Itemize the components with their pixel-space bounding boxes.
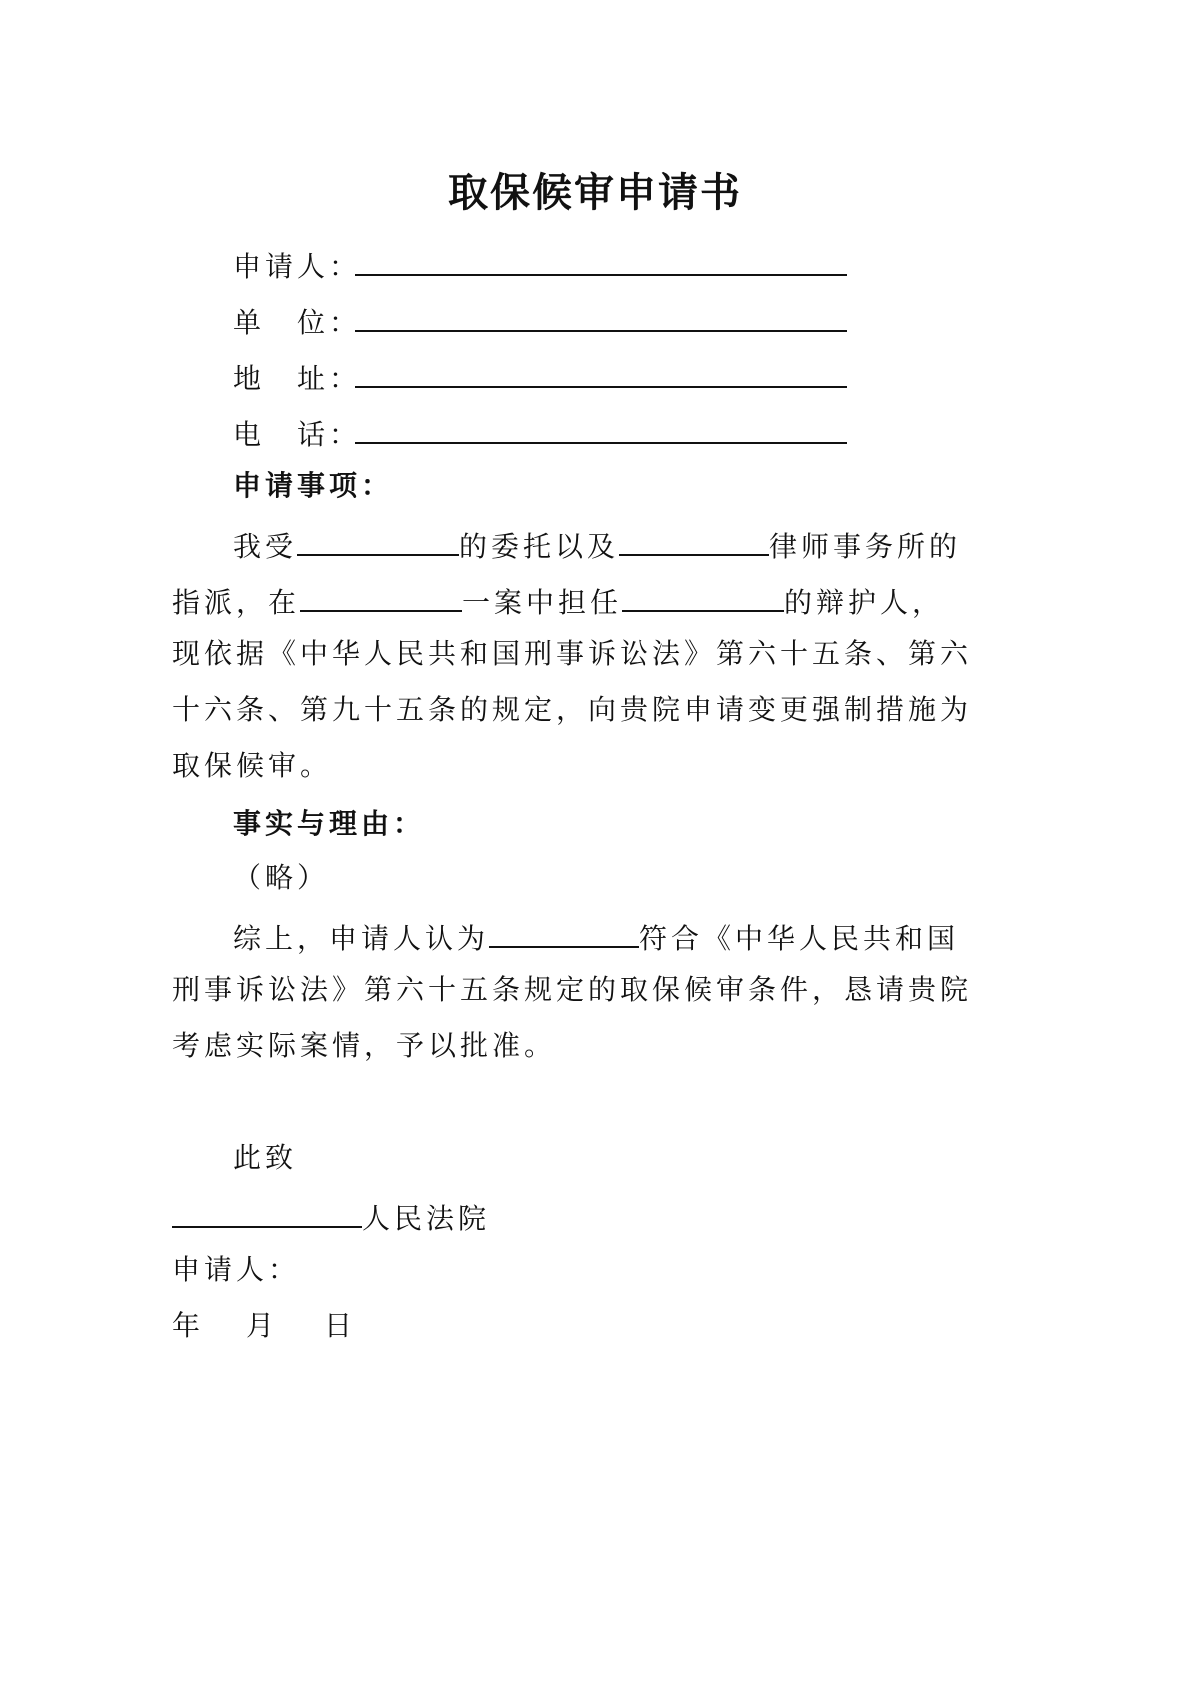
phone-label: 电 话： [233, 418, 362, 451]
request-line-4: 十六条、第九十五条的规定，向贵院申请变更强制措施为 [172, 693, 973, 726]
request-text: 我受 [233, 530, 298, 563]
request-text: 一案中担任 [462, 586, 623, 619]
signature-label: 申请人： [172, 1253, 301, 1286]
salutation: 此致 [233, 1141, 298, 1174]
conclusion-line-1 [233, 916, 959, 957]
phone-blank[interactable] [355, 412, 847, 444]
phone-row [233, 412, 847, 453]
facts-omitted: （略） [233, 861, 330, 894]
applicant-label: 申请人： [233, 250, 362, 283]
client-blank[interactable] [297, 524, 459, 556]
request-text: 的辩护人， [784, 586, 945, 619]
conclusion-line-2: 刑事诉讼法》第六十五条规定的取保候审条件，恳请贵院 [172, 973, 973, 1006]
address-blank[interactable] [355, 356, 847, 388]
request-line-3: 现依据《中华人民共和国刑事诉讼法》第六十五条、第六 [172, 637, 973, 670]
date-year: 年 [172, 1309, 205, 1342]
request-text: 指派，在 [172, 586, 301, 619]
request-line-2 [172, 580, 944, 621]
date-month: 月 [246, 1309, 279, 1342]
address-row [233, 356, 847, 397]
suspect-blank[interactable] [489, 916, 639, 948]
conclusion-text: 符合《中华人民共和国 [639, 922, 960, 955]
court-row [172, 1196, 490, 1237]
request-line-1 [233, 524, 961, 565]
applicant-blank[interactable] [355, 244, 847, 276]
date-row [172, 1308, 356, 1344]
address-label: 地 址： [233, 362, 362, 395]
applicant-row [233, 244, 847, 285]
request-line-5: 取保候审。 [172, 749, 333, 782]
case-blank[interactable] [300, 580, 462, 612]
date-day: 日 [324, 1309, 357, 1342]
court-blank[interactable] [172, 1196, 362, 1228]
facts-heading: 事实与理由： [233, 807, 426, 840]
document-title: 取保候审申请书 [448, 170, 742, 216]
defendant-blank[interactable] [622, 580, 784, 612]
court-suffix: 人民法院 [362, 1202, 491, 1235]
request-text: 的委托以及 [459, 530, 620, 563]
unit-label: 单 位： [233, 306, 362, 339]
law-firm-blank[interactable] [619, 524, 769, 556]
request-text: 律师事务所的 [769, 530, 962, 563]
conclusion-line-3: 考虑实际案情，予以批准。 [172, 1029, 557, 1062]
unit-row [233, 300, 847, 341]
conclusion-text: 综上，申请人认为 [233, 922, 490, 955]
request-heading: 申请事项： [233, 469, 394, 502]
unit-blank[interactable] [355, 300, 847, 332]
